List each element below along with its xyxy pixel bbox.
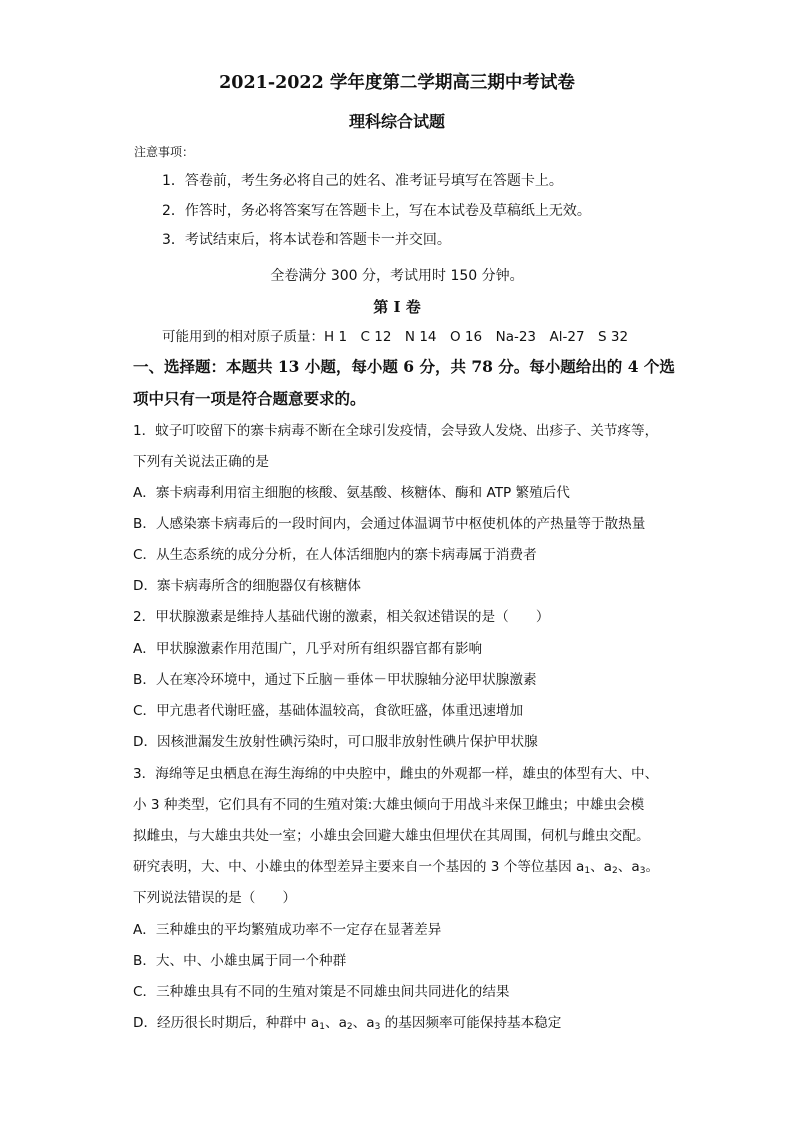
question-3-option-a: A．三种雄虫的平均繁殖成功率不一定存在显著差异 [133,922,442,938]
section-heading: 一、选择题：本题共 13 小题，每小题 6 分，共 78 分。每小题给出的 4 个选 [133,357,675,376]
notice-item: 3．考试结束后，将本试卷和答题卡一并交回。 [162,232,451,248]
question-1-stem: 1．蚊子叮咬留下的寨卡病毒不断在全球引发疫情，会导致人发烧、出疹子、关节疼等， [133,423,659,439]
exam-subtitle: 理科综合试题 [348,112,445,131]
section-heading-cont: 项中只有一项是符合题意要求的。 [133,389,366,408]
question-2-option-a: A．甲状腺激素作用范围广，几乎对所有组织器官都有影响 [133,641,483,657]
question-2-option-b: B．人在寒冷环境中，通过下丘脑－垂体－甲状腺轴分泌甲状腺激素 [133,672,537,688]
question-3-prompt: 下列说法错误的是（ ） [133,890,297,906]
volume-title: 第 I 卷 [373,298,421,316]
notice-item: 2．作答时，务必将答案写在答题卡上，写在本试卷及草稿纸上无效。 [162,203,591,219]
question-3-stem-cont: 研究表明，大、中、小雄虫的体型差异主要来自一个基因的 3 个等位基因 $a_1$、$a_2$、$a_3$。 [133,859,660,876]
question-2-option-c: C．甲亢患者代谢旺盛，基础体温较高，食欲旺盛，体重迅速增加 [133,703,524,719]
question-3-option-c: C．三种雄虫具有不同的生殖对策是不同雄虫间共同进化的结果 [133,984,510,1000]
question-1-option-b: B．人感染寨卡病毒后的一段时间内，会通过体温调节中枢使机体的产热量等于散热量 [133,516,646,532]
exam-title: 2021-2022 学年度第二学期高三期中考试卷 [219,73,575,93]
question-3-stem: 3．海绵等足虫栖息在海生海绵的中央腔中，雌虫的外观都一样，雄虫的体型有大、中、 [133,766,659,782]
notice-item: 1．答卷前，考生务必将自己的姓名、准考证号填写在答题卡上。 [162,173,563,189]
question-3-option-b: B．大、中、小雄虫属于同一个种群 [133,953,347,969]
question-1-option-a: A．寨卡病毒利用宿主细胞的核酸、氨基酸、核糖体、酶和 ATP 繁殖后代 [133,485,570,501]
question-1-option-c: C．从生态系统的成分分析，在人体活细胞内的寨卡病毒属于消费者 [133,547,537,563]
question-2-stem: 2．甲状腺激素是维持人基础代谢的激素，相关叙述错误的是（ ） [133,609,550,625]
question-2-option-d: D．因核泄漏发生放射性碘污染时，可口服非放射性碘片保护甲状腺 [133,734,538,750]
notice-heading: 注意事项： [134,145,195,159]
question-3-stem-cont: 拟雌虫，与大雄虫共处一室；小雄虫会回避大雄虫但埋伏在其周围，伺机与雌虫交配。 [133,828,650,844]
question-3-stem-cont: 小 3 种类型，它们具有不同的生殖对策:大雄虫倾向于用战斗来保卫雌虫；中雄虫会模 [133,797,645,813]
score-info: 全卷满分 300 分，考试用时 150 分钟。 [270,268,524,284]
atomic-masses: 可能用到的相对原子质量：H 1 C 12 N 14 O 16 Na-23 Al-27 S 32 [162,329,629,345]
question-1-stem-cont: 下列有关说法正确的是 [133,454,269,470]
question-1-option-d: D．寨卡病毒所含的细胞器仅有核糖体 [133,578,361,594]
question-3-option-d: D．经历很长时期后，种群中 $a_1$、$a_2$、$a_3$ 的基因频率可能保持基本稳定 [133,1015,562,1032]
